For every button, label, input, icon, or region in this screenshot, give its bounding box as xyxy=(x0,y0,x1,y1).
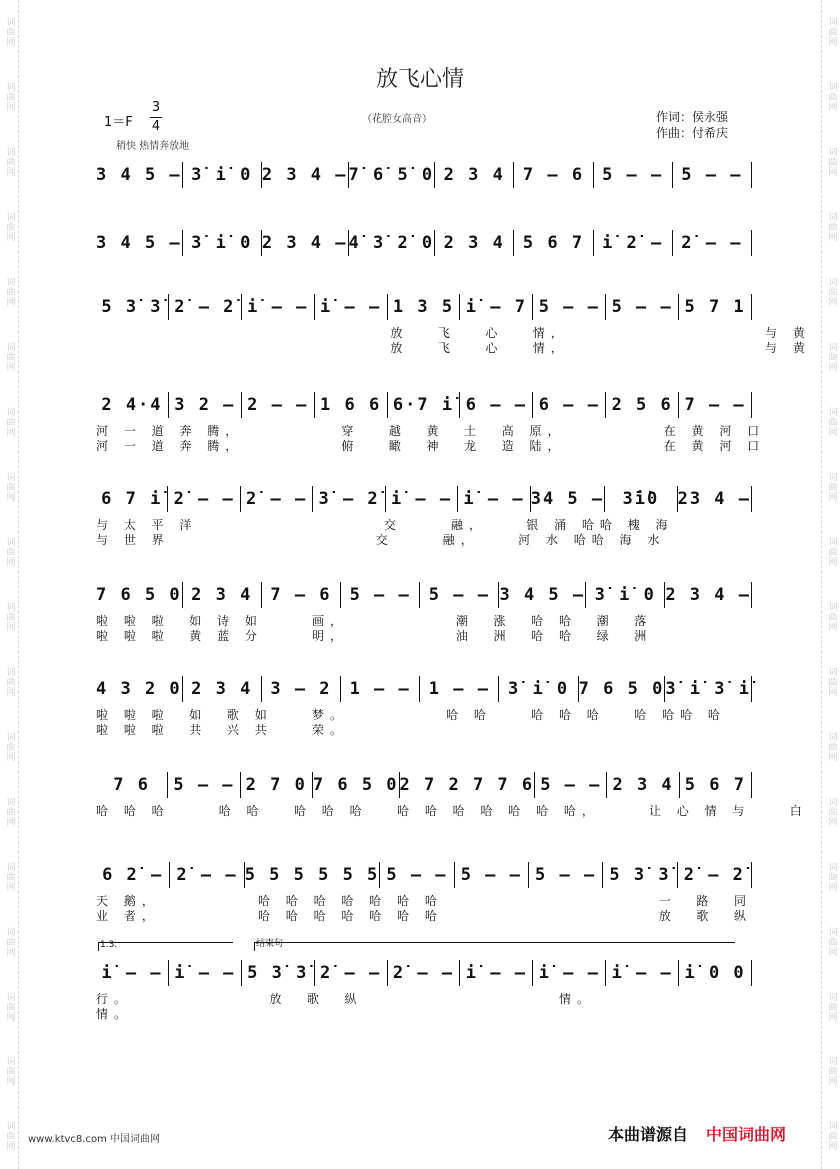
measure: i̇ – – xyxy=(320,297,382,317)
watermark: 词曲网 xyxy=(826,1121,837,1152)
watermark: 词曲网 xyxy=(4,277,15,308)
bar-line xyxy=(751,960,752,986)
lyric-line xyxy=(96,275,752,290)
watermark: 词曲网 xyxy=(4,601,15,632)
score-system xyxy=(96,672,752,736)
watermark: 词曲网 xyxy=(4,861,15,892)
lyric-line: 情。 xyxy=(96,1007,133,1021)
watermark: 词曲网 xyxy=(4,147,15,178)
note-line xyxy=(96,290,752,324)
note-line xyxy=(96,858,752,892)
watermark: 词曲网 xyxy=(4,666,15,697)
measure: 2 3 4 – xyxy=(665,585,751,605)
note-line xyxy=(96,482,752,516)
lyric-line xyxy=(96,192,752,207)
lyric-line: 河 一 道 奔 腾， 穿 越 黄 土 高 原， 在 黄 河 口 xyxy=(96,424,766,438)
measure: 5 – – xyxy=(538,297,600,317)
measure: 7 – – xyxy=(684,395,746,415)
watermark: 词曲网 xyxy=(4,212,15,243)
watermark: 词曲网 xyxy=(826,1056,837,1087)
measure: 23 4 – xyxy=(677,489,752,509)
lyric-line: 与 太 平 洋 交 融， 银 涌 哈哈 槐 海 xyxy=(96,518,674,532)
watermark: 词曲网 xyxy=(826,277,837,308)
note-line xyxy=(96,388,752,422)
measure: 2 5 6 xyxy=(611,395,673,415)
measure: 2 7 2 7 7 6 xyxy=(399,775,535,795)
lyric-line xyxy=(96,207,752,222)
measure: i̇ – – xyxy=(611,963,673,983)
watermark: 词曲网 xyxy=(4,407,15,438)
measure: 5 6 7 xyxy=(522,233,585,253)
measure: 5 – – xyxy=(540,775,602,795)
watermark: 词曲网 xyxy=(4,796,15,827)
measure: 2̇ – 2̇ xyxy=(683,865,745,885)
tempo-marking: 稍快 热情奔放地 xyxy=(116,141,190,152)
watermark: 词曲网 xyxy=(826,731,837,762)
bar-line xyxy=(751,162,752,188)
score-system xyxy=(96,158,752,222)
measure: i̇ – – xyxy=(247,297,309,317)
footer-site: www.ktvc8.com 中国词曲网 xyxy=(28,1134,161,1145)
measure: 2̇ – – xyxy=(392,963,455,983)
measure: 5 – – xyxy=(460,865,522,885)
watermark: 词曲网 xyxy=(826,212,837,243)
measure: 6 7 i̇ xyxy=(101,489,163,509)
measure: 6 2̇ – xyxy=(102,865,164,885)
measure: 7 – 6 xyxy=(270,585,332,605)
measure: 6 – – xyxy=(538,395,600,415)
watermark: 词曲网 xyxy=(4,1121,15,1152)
score-system xyxy=(96,578,752,642)
measure: 1 3 5 xyxy=(392,297,455,317)
measure: 3̇i̇0 xyxy=(622,489,660,509)
score-system xyxy=(96,768,808,832)
measure: 7 6 5 0 xyxy=(96,585,182,605)
watermark: 词曲网 xyxy=(4,926,15,957)
score-system xyxy=(96,226,752,290)
watermark: 词曲网 xyxy=(826,82,837,113)
measure: 3 4 5 – xyxy=(499,585,586,605)
footer-source xyxy=(608,1122,786,1145)
measure: 1 6 6 xyxy=(320,395,382,415)
time-signature xyxy=(150,100,162,135)
watermark: 词曲网 xyxy=(826,926,837,957)
measure: 2 – – xyxy=(247,395,309,415)
note-line xyxy=(96,578,752,612)
measure: 2̇ – 2̇ xyxy=(174,297,236,317)
watermark: 词曲网 xyxy=(4,991,15,1022)
lyric-line: 啦 啦 啦 如 歌 如 梦。 哈 哈 哈 哈 哈 哈 哈哈 哈 xyxy=(96,708,726,722)
measure: 5 3̇ 3̇ xyxy=(609,865,671,885)
measure: 5 – – xyxy=(611,297,673,317)
measure: 2̇ – – xyxy=(246,489,308,509)
composer: 作曲：付希庆 xyxy=(656,126,729,140)
watermark: 词曲网 xyxy=(4,731,15,762)
lyric-line: 行。 放 歌 纵 情。 xyxy=(96,992,595,1006)
measure: 2 4·4 xyxy=(101,395,163,415)
lyric-line xyxy=(96,817,752,832)
measure: 5 – – xyxy=(386,865,448,885)
measure: i̇ – – xyxy=(101,963,163,983)
bar-line xyxy=(751,582,752,608)
measure: 5 6 7 xyxy=(684,775,746,795)
measure: 5 3̇ 3̇ xyxy=(247,963,309,983)
score-system xyxy=(96,482,752,546)
voice-type: （花腔女高音） xyxy=(362,114,432,125)
bar-line xyxy=(751,676,752,702)
measure: 3̇ i̇ 0 xyxy=(594,585,656,605)
measure: 5 – – xyxy=(428,585,490,605)
measure: 2 3 4 xyxy=(191,585,253,605)
lyric-line: 放 飞 心 情， 与 黄 xyxy=(96,341,811,355)
measure: i̇ – – xyxy=(465,963,527,983)
score-system xyxy=(96,388,766,453)
second-ending-bracket xyxy=(254,942,735,951)
measure: 4 3 2 0 xyxy=(96,679,182,699)
watermark: 词曲网 xyxy=(4,342,15,373)
lyric-line: 天 鹅， 哈 哈 哈 哈 哈 哈 哈 一 路 同 xyxy=(96,894,753,908)
measure: 5 5 5 5 5 5 xyxy=(244,865,380,885)
measure: 1 – – xyxy=(349,679,411,699)
watermark: 词曲网 xyxy=(826,666,837,697)
bar-line xyxy=(751,486,752,512)
watermark: 词曲网 xyxy=(4,82,15,113)
watermark: 词曲网 xyxy=(4,17,15,48)
lyric-line: 哈 哈 哈 哈 哈 哈 哈 哈 哈 哈 哈 哈 哈 哈 哈， 让 心 情 与 白 xyxy=(96,804,808,818)
measure: 7 6 xyxy=(113,775,150,795)
lyric-line: 放 飞 心 情， 与 黄 xyxy=(96,326,811,340)
measure: 3̇ – 2̇ xyxy=(318,489,380,509)
measure: 5 – – xyxy=(173,775,235,795)
bar-line xyxy=(751,772,752,798)
watermark: 词曲网 xyxy=(826,17,837,48)
note-line xyxy=(96,226,752,260)
first-ending-label: 1.3. xyxy=(100,940,118,950)
measure: 2 3 4 – xyxy=(261,165,348,185)
measure: i̇ – – xyxy=(538,963,600,983)
bar-line xyxy=(751,230,752,256)
measure: 3 4 5 – xyxy=(96,233,182,253)
measure: 3 – 2 xyxy=(270,679,332,699)
score-system xyxy=(96,290,811,355)
watermark: 词曲网 xyxy=(826,536,837,567)
watermark: 词曲网 xyxy=(826,472,837,503)
measure: 3̇ i̇ 0 xyxy=(191,233,253,253)
measure: 2 3 4 xyxy=(443,165,505,185)
watermark: 词曲网 xyxy=(826,601,837,632)
measure: 6 – – xyxy=(465,395,527,415)
footer-brand: 中国词曲网 xyxy=(706,1125,787,1144)
bar-line xyxy=(751,862,752,888)
measure: 3̇ i̇ 0 xyxy=(507,679,570,699)
lyric-line: 与 世 界 交 融， 河 水 哈哈 海 水 xyxy=(96,533,666,547)
measure: 4̇ 3̇ 2̇ 0 xyxy=(348,233,435,253)
lyric-line: 啦 啦 啦 黄 蓝 分 明， 油 洲 哈 哈 绿 洲 xyxy=(96,629,653,643)
watermark: 词曲网 xyxy=(826,991,837,1022)
score-system xyxy=(96,956,752,1020)
watermark: 词曲网 xyxy=(826,342,837,373)
watermark: 词曲网 xyxy=(4,1056,15,1087)
key-signature: 1＝F xyxy=(104,115,133,130)
measure: 5 – – xyxy=(602,165,664,185)
watermark: 词曲网 xyxy=(826,147,837,178)
measure: 3̇ i̇ 3̇ i̇ xyxy=(665,679,751,699)
watermark: 词曲网 xyxy=(826,796,837,827)
measure: 2 3 4 xyxy=(612,775,674,795)
measure: i̇ – 7 xyxy=(465,297,527,317)
measure: 3 4 5 – xyxy=(96,165,182,185)
measure: 6·7 i̇ xyxy=(392,395,455,415)
measure: 7 6 5 0 xyxy=(578,679,665,699)
measure: i̇ – – xyxy=(463,489,525,509)
measure: 3̇ i̇ 0 xyxy=(191,165,253,185)
measure: 2̇ – – xyxy=(320,963,382,983)
note-line xyxy=(96,672,752,706)
measure: 2̇ – – xyxy=(176,865,238,885)
first-ending-bracket xyxy=(98,942,233,951)
measure: i̇ 2̇ – xyxy=(602,233,664,253)
measure: 2̇ – – xyxy=(173,489,235,509)
measure: 2̇ – – xyxy=(681,233,743,253)
lyric-line: 啦 啦 啦 如 诗 如 画， 潮 涨 哈 哈 潮 落 xyxy=(96,614,653,628)
measure: 2 3 4 xyxy=(443,233,505,253)
lyricist: 作词：侯永强 xyxy=(656,110,729,124)
left-watermark-column xyxy=(0,0,19,1169)
measure: 5 3̇ 3̇ xyxy=(101,297,163,317)
bar-line xyxy=(751,294,752,320)
watermark: 词曲网 xyxy=(826,861,837,892)
score-system xyxy=(96,858,752,922)
lyric-line: 业 者， 哈 哈 哈 哈 哈 哈 哈 放 歌 纵 xyxy=(96,909,753,923)
watermark: 词曲网 xyxy=(4,536,15,567)
measure: 5 7 1 xyxy=(684,297,746,317)
lyric-line xyxy=(96,260,752,275)
measure: 5 – – xyxy=(535,865,597,885)
measure: 7̇ 6̇ 5̇ 0 xyxy=(348,165,435,185)
ending-phrase-label: 结束句 xyxy=(256,939,284,949)
measure: 2 3 4 xyxy=(191,679,253,699)
measure: 1 – – xyxy=(428,679,490,699)
watermark: 词曲网 xyxy=(826,407,837,438)
measure: i̇ – – xyxy=(390,489,453,509)
measure: 7 – 6 xyxy=(522,165,585,185)
bar-line xyxy=(751,392,752,418)
note-line xyxy=(96,768,752,802)
measure: 5 – – xyxy=(349,585,411,605)
measure: 2 7 0 xyxy=(245,775,307,795)
note-line xyxy=(96,956,752,990)
right-watermark-column xyxy=(821,0,840,1169)
time-top: 3 xyxy=(151,100,161,115)
measure: i̇ – – xyxy=(174,963,236,983)
measure: 3 2 – xyxy=(174,395,236,415)
lyric-line: 河 一 道 奔 腾， 俯 瞰 神 龙 造 陆， 在 黄 河 口 xyxy=(96,439,766,453)
footer-source-label: 本曲谱源自 xyxy=(608,1125,689,1144)
watermark: 词曲网 xyxy=(4,472,15,503)
note-line xyxy=(96,158,752,192)
measure: 5 – – xyxy=(681,165,743,185)
lyric-line: 啦 啦 啦 共 兴 共 荣。 xyxy=(96,723,348,737)
song-title: 放飞心情 xyxy=(375,67,464,92)
measure: i̇ 0 0 xyxy=(684,963,746,983)
measure: 7 6 5 0 xyxy=(312,775,399,795)
measure: 34 5 – xyxy=(530,489,605,509)
measure: 2 3 4 – xyxy=(261,233,348,253)
time-bottom: 4 xyxy=(151,119,161,134)
time-divider xyxy=(150,117,162,118)
